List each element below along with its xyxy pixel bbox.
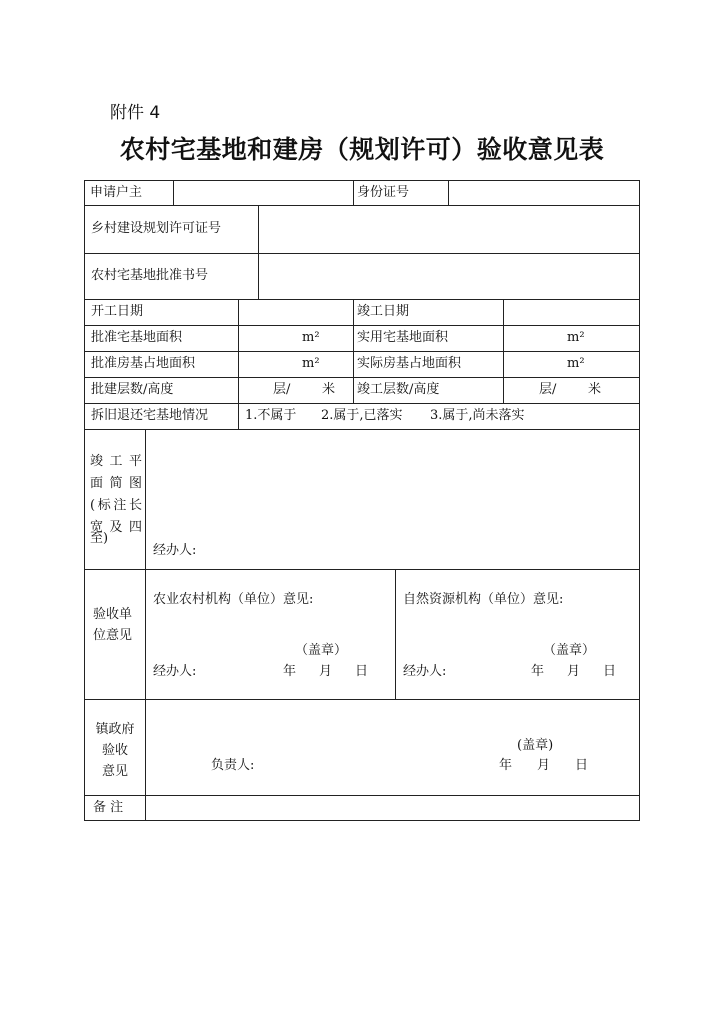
town-label-2: 验收 — [101, 743, 128, 758]
town-label-3: 意见 — [101, 764, 128, 779]
demolish-option-3: 3.属于,尚未落实 — [430, 408, 525, 423]
unit-m2: m² — [302, 356, 320, 371]
agri-year: 年 — [283, 664, 297, 679]
col-divider — [353, 181, 354, 205]
attachment-label: 附件 4 — [110, 103, 161, 123]
floor-plan-label-2: 面 简 图 — [90, 476, 142, 491]
floor-plan-label-4: 宽 及 四 — [90, 520, 142, 535]
row-divider — [85, 351, 639, 352]
col-divider — [503, 299, 504, 403]
page-title: 农村宅基地和建房（规划许可）验收意见表 — [119, 135, 605, 164]
floor-plan-handler: 经办人: — [153, 543, 197, 558]
resource-month: 月 — [567, 664, 581, 679]
completed-floors-label: 竣工层数/高度 — [357, 382, 440, 397]
demolish-option-1: 1.不属于 — [245, 408, 297, 423]
col-divider — [448, 181, 449, 205]
row-divider — [85, 795, 639, 796]
resource-handler: 经办人: — [403, 664, 447, 679]
actual-base-area-label: 实际房基占地面积 — [357, 356, 462, 371]
col-divider — [145, 429, 146, 821]
agri-day: 日 — [355, 664, 369, 679]
col-divider — [258, 205, 259, 299]
row-divider — [85, 299, 639, 300]
row-divider — [85, 569, 639, 570]
row-divider — [85, 403, 639, 404]
actual-homestead-area-label: 实用宅基地面积 — [357, 330, 449, 345]
col-divider — [238, 403, 239, 429]
town-label-1: 镇政府 — [95, 722, 135, 737]
agri-month: 月 — [319, 664, 333, 679]
col-divider — [173, 181, 174, 205]
town-seal: (盖章) — [517, 738, 554, 753]
unit-m2: m² — [302, 330, 320, 345]
unit-m2: m² — [567, 330, 585, 345]
applicant-label: 申请户主 — [90, 185, 143, 200]
agri-seal: （盖章） — [295, 643, 348, 658]
town-month: 月 — [537, 758, 551, 773]
homestead-approval-label: 农村宅基地批准书号 — [91, 268, 209, 283]
remarks-label: 备 注 — [93, 800, 124, 815]
floor-plan-label-3: (标注长 — [90, 498, 142, 513]
floors-unit: 层/ — [539, 382, 557, 397]
meters-unit: 米 — [588, 382, 602, 397]
resource-day: 日 — [603, 664, 617, 679]
id-number-label: 身份证号 — [357, 185, 410, 200]
town-year: 年 — [499, 758, 513, 773]
agri-opinion-label: 农业农村机构（单位）意见: — [153, 592, 314, 607]
acceptance-label-2: 位意见 — [93, 628, 133, 643]
planning-permit-label: 乡村建设规划许可证号 — [91, 221, 222, 236]
col-divider — [395, 569, 396, 699]
unit-m2: m² — [567, 356, 585, 371]
row-divider — [85, 377, 639, 378]
demolish-option-2: 2.属于,已落实 — [321, 408, 403, 423]
row-divider — [85, 205, 639, 206]
floor-plan-label-5: 至) — [90, 531, 109, 546]
col-divider — [353, 299, 354, 403]
start-date-label: 开工日期 — [91, 304, 144, 319]
resource-opinion-label: 自然资源机构（单位）意见: — [403, 592, 564, 607]
meters-unit: 米 — [322, 382, 336, 397]
row-divider — [85, 699, 639, 700]
town-day: 日 — [575, 758, 589, 773]
acceptance-label-1: 验收单 — [93, 607, 133, 622]
completion-date-label: 竣工日期 — [357, 304, 410, 319]
approved-base-area-label: 批准房基占地面积 — [91, 356, 196, 371]
resource-seal: （盖章） — [543, 643, 596, 658]
floors-unit: 层/ — [273, 382, 291, 397]
town-responsible: 负责人: — [211, 758, 255, 773]
col-divider — [238, 299, 239, 403]
demolish-status-label: 拆旧退还宅基地情况 — [91, 408, 209, 423]
approved-homestead-area-label: 批准宅基地面积 — [91, 330, 183, 345]
floor-plan-label-1: 竣 工 平 — [90, 454, 142, 469]
approved-floors-label: 批建层数/高度 — [91, 382, 174, 397]
agri-handler: 经办人: — [153, 664, 197, 679]
row-divider — [85, 325, 639, 326]
row-divider — [85, 253, 639, 254]
row-divider — [85, 429, 639, 430]
resource-year: 年 — [531, 664, 545, 679]
acceptance-form-table — [84, 180, 640, 821]
